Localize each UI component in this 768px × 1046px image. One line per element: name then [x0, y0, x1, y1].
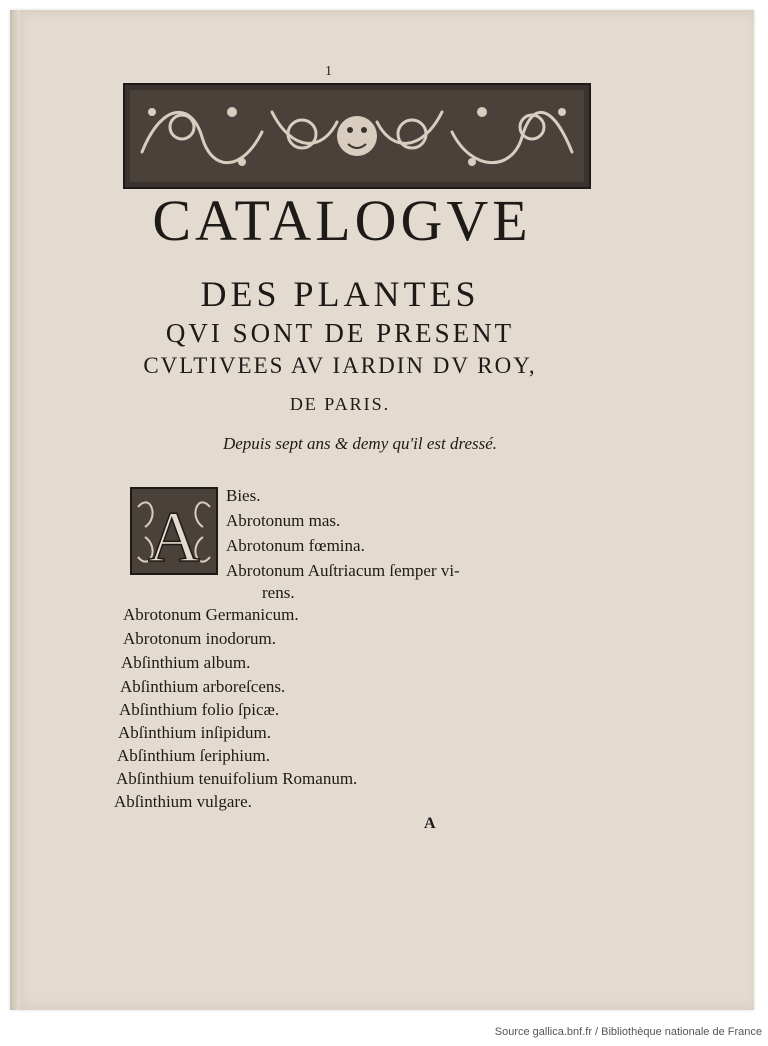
subtitle: Depuis sept ans & demy qu'il est dressé.	[222, 434, 498, 453]
list-item: Abrotonum Germanicum.	[123, 605, 299, 624]
list-item: Abrotonum fœmina.	[226, 536, 365, 555]
list-item: Abrotonum inodorum.	[123, 629, 276, 648]
page-number: 1	[325, 64, 332, 79]
list-item: Abſinthium tenuifolium Romanum.	[116, 769, 358, 788]
list-item: Abſinthium album.	[121, 653, 251, 672]
list-item: Abſinthium folio ſpicæ.	[119, 700, 280, 719]
list-item: Abſinthium arboreſcens.	[120, 677, 286, 696]
list-item: Abrotonum Auſtriacum ſemper vi-	[226, 561, 460, 580]
title-line-4: DE PARIS.	[289, 394, 391, 414]
page-gutter	[12, 10, 20, 1010]
svg-text:A: A	[148, 497, 200, 575]
list-item: Abſinthium ſeriphium.	[117, 746, 270, 765]
catchword: A	[424, 815, 436, 832]
source-credit: Source gallica.bnf.fr / Bibliothèque nationale de France	[494, 1026, 762, 1038]
list-item: Abrotonum mas.	[226, 511, 341, 530]
decorative-headpiece	[122, 82, 592, 190]
ornamental-initial	[130, 487, 218, 575]
list-item: Bies.	[226, 486, 261, 505]
title-line-1: DES PLANTES	[200, 274, 480, 314]
title-line-3: CVLTIVEES AV IARDIN DV ROY,	[143, 353, 537, 378]
list-item: Abſinthium inſipidum.	[118, 723, 272, 742]
page-title: CATALOGVE	[152, 188, 532, 253]
title-line-2: QVI SONT DE PRESENT	[165, 318, 515, 348]
list-item: rens.	[262, 583, 295, 602]
list-item: Abſinthium vulgare.	[114, 792, 252, 811]
